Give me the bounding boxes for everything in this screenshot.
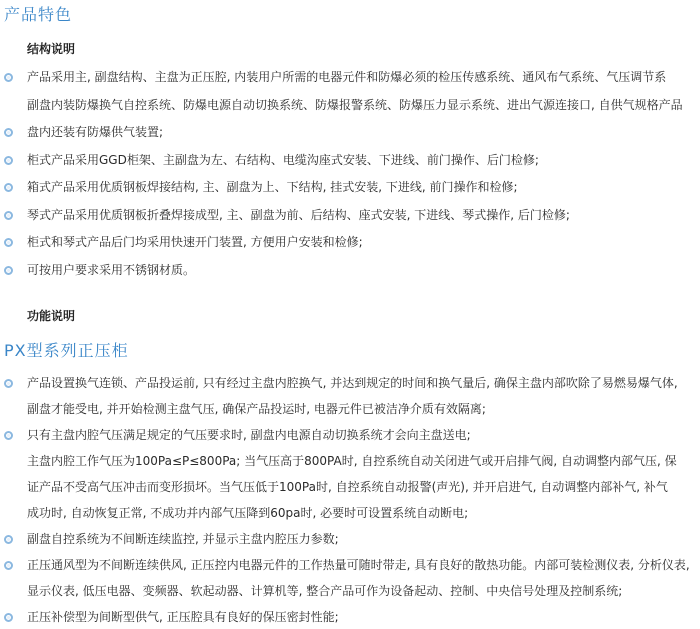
bullet-icon — [4, 73, 13, 82]
section-title-px-series: PX型系列正压柜 — [4, 341, 129, 360]
function-item-3-line-1: 副盘自控系统为不间断连续监控, 并显示主盘内腔压力参数; — [27, 532, 339, 546]
function-heading: 功能说明 — [27, 309, 76, 323]
bullet-icon — [4, 431, 13, 440]
structure-item-6-line-1: 柜式和琴式产品后门均采用快速开门装置, 方便用户安装和检修; — [27, 235, 363, 249]
function-item-2-line-3: 证产品不受高气压冲击而变形损坏。当气压低于100Pa时, 自控系统自动报警(声光), 并开启进气, 自动调整内部补气, 补气 — [27, 480, 668, 494]
bullet-icon — [4, 128, 13, 137]
function-item-4-line-1: 正压通风型为不间断连续供风, 正压控内电器元件的工作热量可随时带走, 具有良好的散热功能。内部可装检测仪表, 分析仪表, — [27, 558, 690, 572]
bullet-icon — [4, 211, 13, 220]
bullet-icon — [4, 183, 13, 192]
function-item-5-line-1: 正压补偿型为间断型供气, 正压腔具有良好的保压密封性能; — [27, 610, 339, 624]
structure-item-5-line-1: 琴式产品采用优质钢板折叠焊接成型, 主、副盘为前、后结构、座式安装, 下进线、琴式操作, 后门检修; — [27, 207, 570, 222]
structure-item-4-line-1: 箱式产品采用优质钢板焊接结构, 主、副盘为上、下结构, 挂式安装, 下进线, 前门操作和检修; — [27, 180, 518, 194]
structure-item-1-line-1: 产品采用主, 副盘结构、主盘为正压腔, 内装用户所需的电器元件和防爆必须的检压传感系统、通风布气系统、气压调节系 — [27, 70, 667, 84]
structure-item-1-line-2: 副盘内装防爆换气自控系统、防爆电源自动切换系统、防爆报警系统、防爆压力显示系统、进出气源连接口, 自供气规格产品 — [27, 97, 683, 112]
bullet-icon — [4, 561, 13, 570]
structure-item-7-line-1: 可按用户要求采用不锈钢材质。 — [27, 262, 196, 277]
function-item-1-line-2: 副盘才能受电, 并开始检测主盘气压, 确保产品投运时, 电器元件已被洁净介质有效隔离; — [27, 402, 486, 416]
bullet-icon — [4, 238, 13, 247]
function-item-1-line-1: 产品设置换气连锁、产品投运前, 只有经过主盘内腔换气, 并达到规定的时间和换气量后, 确保主盘内部吹除了易燃易爆气体, — [27, 376, 678, 390]
bullet-icon — [4, 266, 13, 275]
bullet-icon — [4, 379, 13, 388]
function-item-2-line-4: 成功时, 自动恢复正常, 不成功并内部气压降到60pa时, 必要时可设置系统自动断电; — [27, 506, 469, 520]
function-item-4-line-2: 显示仪表, 低压电器、变频器、软起动器、计算机等, 整合产品可作为设备起动、控制、中央信号处理及控制系统; — [27, 584, 623, 598]
bullet-icon — [4, 613, 13, 622]
function-item-2-line-1: 只有主盘内腔气压满足规定的气压要求时, 副盘内电源自动切换系统才会向主盘送电; — [27, 428, 471, 442]
bullet-icon — [4, 535, 13, 544]
structure-heading: 结构说明 — [27, 42, 76, 56]
function-item-2-line-2: 主盘内腔工作气压为100Pa≤P≤800Pa; 当气压高于800PA时, 自控系统自动关闭进气或开启排气阀, 自动调整内部气压, 保 — [27, 454, 677, 468]
bullet-icon — [4, 156, 13, 165]
section-title-product-features: 产品特色 — [4, 5, 73, 24]
structure-item-2-line-1: 盘内还装有防爆供气装置; — [27, 125, 164, 139]
structure-item-3-line-1: 柜式产品采用GGD柜架、主副盘为左、右结构、电缆沟座式安装、下进线、前门操作、后门检修; — [27, 152, 539, 167]
